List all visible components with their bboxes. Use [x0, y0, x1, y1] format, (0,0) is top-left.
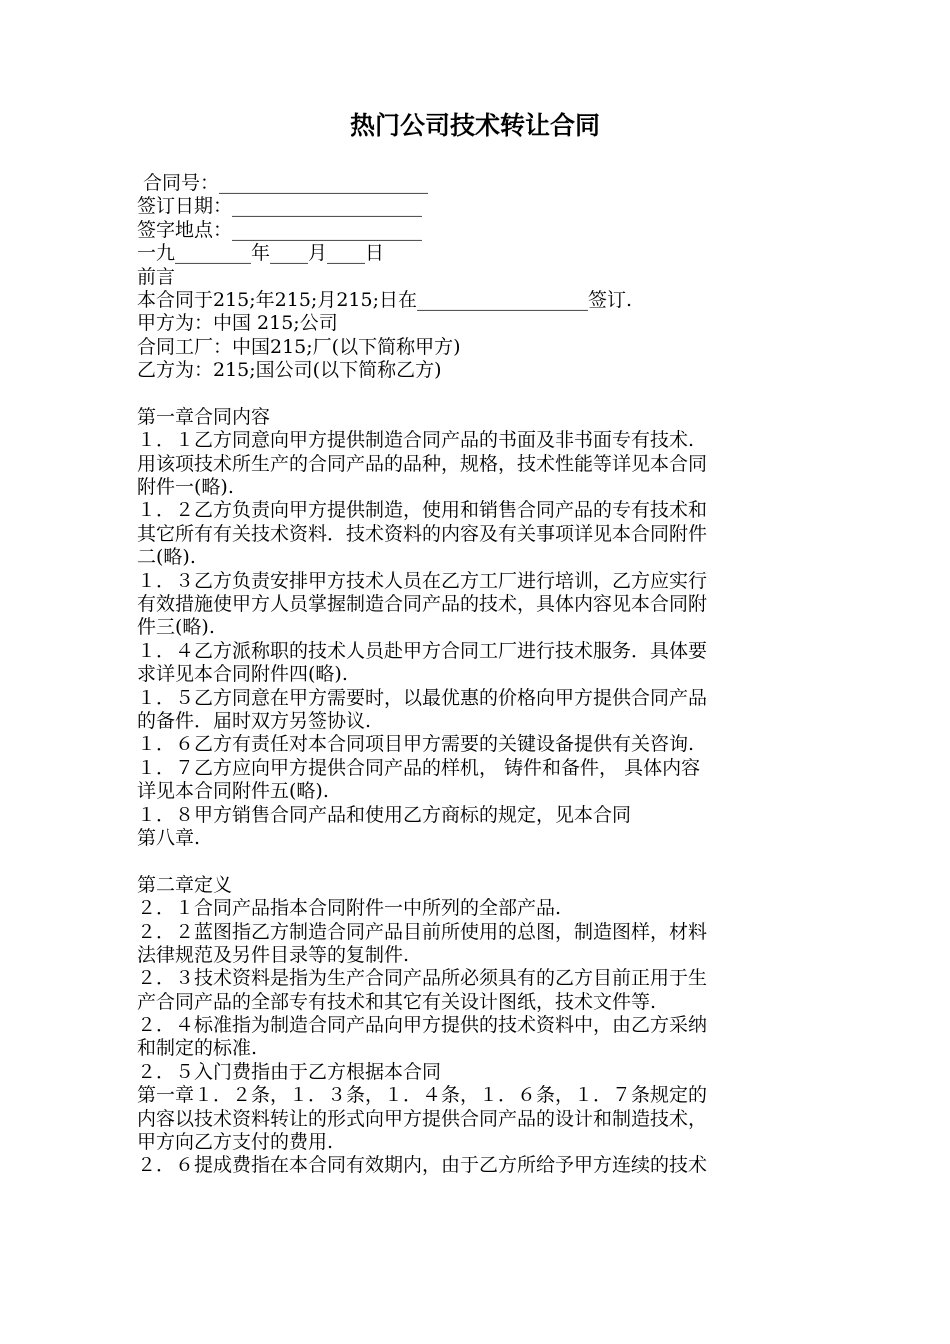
- text-line: 法律规范及另件目录等的复制件.: [137, 943, 410, 966]
- text-line: １．２乙方负责向甲方提供制造，使用和销售合同产品的专有技术和: [137, 499, 708, 522]
- text-line: 第一章合同内容: [137, 405, 271, 428]
- text-line: 本合同于215;年215;月215;日在__________________签订.: [137, 288, 633, 311]
- text-line: 用该项技术所生产的合同产品的品种，规格，技术性能等详见本合同: [137, 452, 708, 475]
- text-line: 二(略).: [137, 546, 196, 569]
- text-line: ２．６提成费指在本合同有效期内，由于乙方所给予甲方连续的技术: [137, 1154, 708, 1177]
- text-line: 第八章.: [137, 826, 201, 849]
- text-line: 前言: [137, 265, 176, 288]
- text-line: ２．４标准指为制造合同产品向甲方提供的技术资料中，由乙方采纳: [137, 1014, 708, 1037]
- text-line: １．４乙方派称职的技术人员赴甲方合同工厂进行技术服务．具体要: [137, 639, 708, 662]
- text-line: 签字地点：____________________: [137, 218, 423, 241]
- text-line: 甲方为：中国 215;公司: [137, 312, 338, 335]
- text-line: 求详见本合同附件四(略).: [137, 663, 348, 686]
- text-line: １．１乙方同意向甲方提供制造合同产品的书面及非书面专有技术.: [137, 429, 695, 452]
- text-line: １．５乙方同意在甲方需要时，以最优惠的价格向甲方提供合同产品: [137, 686, 708, 709]
- text-line: １．３乙方负责安排甲方技术人员在乙方工厂进行培训，乙方应实行: [137, 569, 708, 592]
- text-line: 第一章１．２条，１．３条，１．４条，１．６条，１．７条规定的: [137, 1084, 708, 1107]
- text-line: ２．２蓝图指乙方制造合同产品目前所使用的总图，制造图样，材料: [137, 920, 708, 943]
- document-body: [137, 172, 817, 1178]
- text-line: 内容以技术资料转让的形式向甲方提供合同产品的设计和制造技术，: [137, 1107, 708, 1130]
- text-line: 附件一(略).: [137, 476, 234, 499]
- blank-line: [137, 850, 817, 873]
- text-line: 详见本合同附件五(略).: [137, 780, 329, 803]
- text-line: 和制定的标准.: [137, 1037, 258, 1060]
- text-line: 的备件．届时双方另签协议.: [137, 709, 372, 732]
- text-line: 件三(略).: [137, 616, 215, 639]
- text-line: ２．１合同产品指本合同附件一中所列的全部产品.: [137, 897, 562, 920]
- text-line: 产合同产品的全部专有技术和其它有关设计图纸，技术文件等.: [137, 990, 657, 1013]
- blank-line: [137, 383, 817, 406]
- text-line: 第二章定义: [137, 873, 233, 896]
- text-line: 甲方向乙方支付的费用.: [137, 1131, 334, 1154]
- text-line: 有效措施使甲方人员掌握制造合同产品的技术，具体内容见本合同附: [137, 593, 708, 616]
- text-line: 其它所有有关技术资料．技术资料的内容及有关事项详见本合同附件: [137, 522, 708, 545]
- text-line: ２．５入门费指由于乙方根据本合同: [137, 1060, 442, 1083]
- text-line: 一九________年____月____日: [137, 242, 385, 265]
- text-line: １．６乙方有责任对本合同项目甲方需要的关键设备提供有关咨询.: [137, 733, 695, 756]
- text-line: 合同工厂：中国215;厂(以下简称甲方): [137, 335, 461, 358]
- text-line: 签订日期：____________________: [137, 195, 423, 218]
- document-title: 热门公司技术转让合同: [349, 111, 600, 140]
- text-line: 乙方为：215;国公司(以下简称乙方): [137, 359, 442, 382]
- text-line: ２．３技术资料是指为生产合同产品所必须具有的乙方目前正用于生: [137, 967, 708, 990]
- text-line: １．８甲方销售合同产品和使用乙方商标的规定，见本合同: [137, 803, 632, 826]
- text-line: 合同号：______________________: [137, 172, 429, 194]
- text-line: １．７乙方应向甲方提供合同产品的样机， 铸件和备件， 具体内容: [137, 756, 701, 779]
